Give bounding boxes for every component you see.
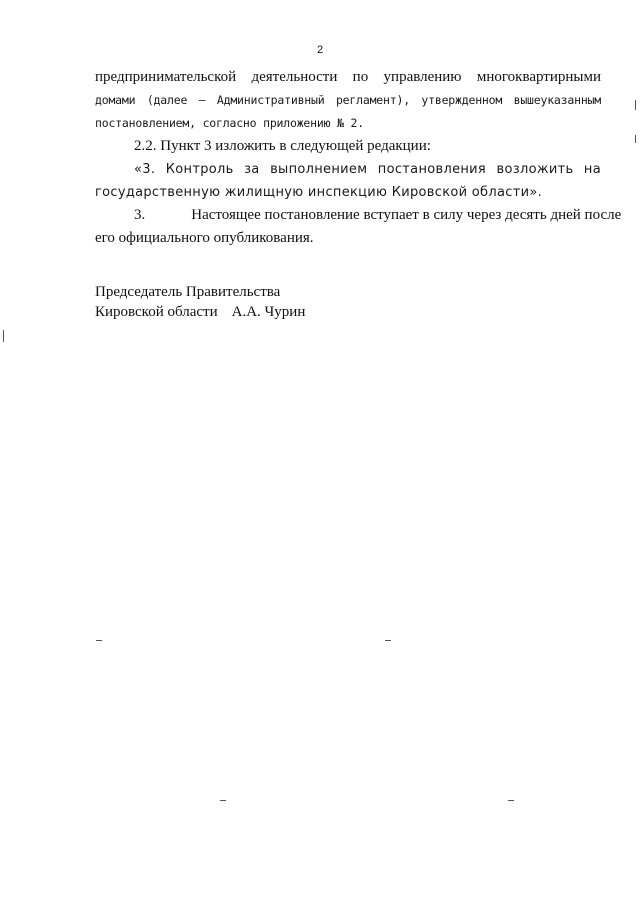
scan-speck: [3, 330, 4, 342]
text-line-typed: государственную жилищную инспекцию Кировской области».: [95, 185, 543, 200]
signatory-title: Председатель Правительства: [95, 284, 281, 300]
item-number: 3.: [134, 207, 146, 223]
scan-speck: [96, 640, 102, 641]
signature-block: [95, 282, 305, 322]
item-text: Настоящее постановление вступает в силу через десять дней после: [191, 207, 622, 223]
page-number: 2: [316, 44, 324, 56]
document-body: [95, 66, 622, 250]
signatory-region: Кировской области: [95, 304, 218, 320]
text-line-typed: домами (далее – Административный регламент), утвержденном вышеуказанным: [95, 93, 601, 107]
scan-speck: [635, 135, 636, 143]
text-line: 2.2. Пункт 3 изложить в следующей редакции:: [134, 138, 431, 154]
text-line: его официального опубликования.: [95, 230, 314, 246]
scan-speck: [220, 800, 226, 801]
text-line: предпринимательской деятельности по управлению многоквартирными: [95, 69, 601, 85]
text-line-typed: «3. Контроль за выполнением постановления возложить на: [134, 162, 601, 177]
scan-speck: [635, 100, 636, 110]
scan-speck: [385, 640, 391, 641]
scan-speck: [508, 800, 514, 801]
signatory-title-line2: [95, 302, 305, 322]
text-line-typed: постановлением, согласно приложению № 2.: [95, 116, 364, 130]
signatory-name: А.А. Чурин: [231, 304, 306, 320]
text-line: [95, 204, 622, 227]
